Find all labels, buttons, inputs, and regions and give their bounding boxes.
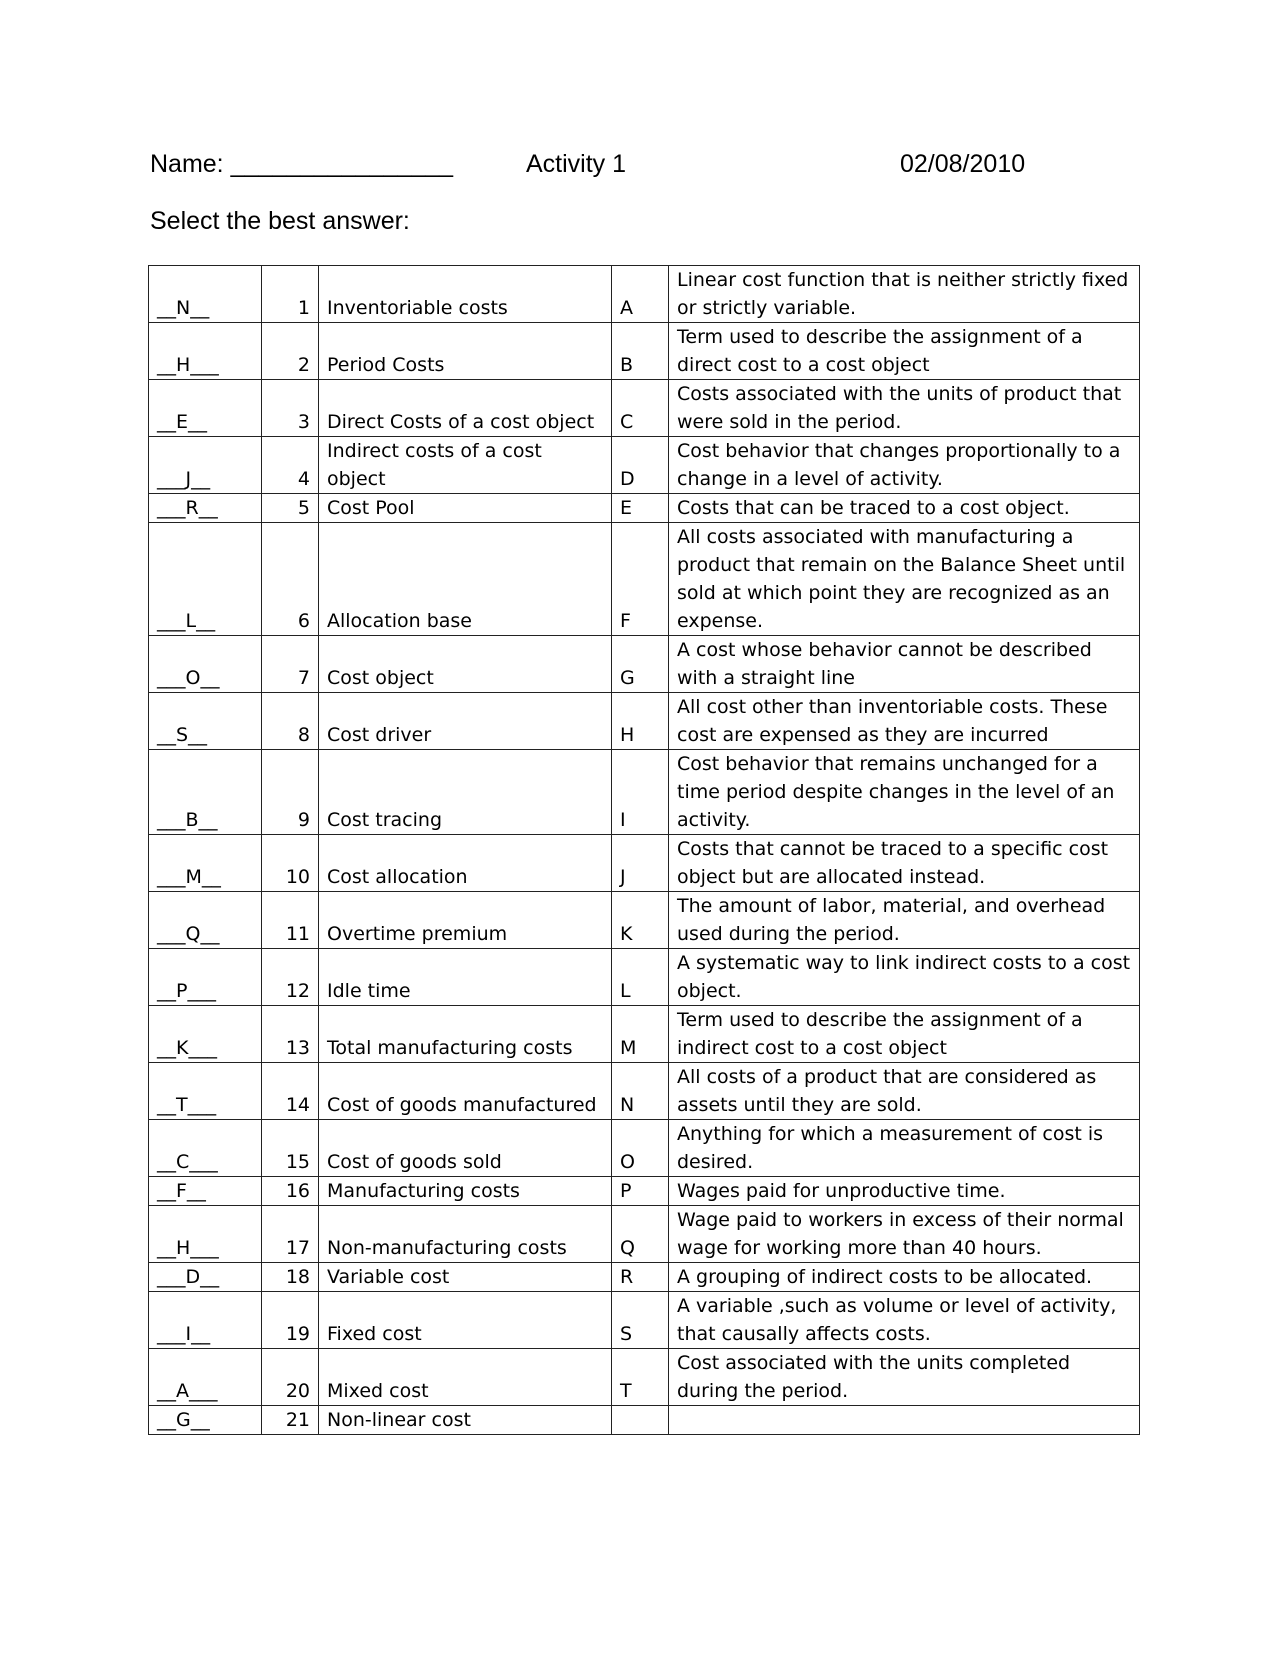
answer-cell: ___B__ [149,750,262,835]
definition-letter: E [612,494,669,523]
term-cell: Total manufacturing costs [319,1006,612,1063]
term-cell: Inventoriable costs [319,266,612,323]
table-row [149,1263,1140,1292]
definition-letter: N [612,1063,669,1120]
definition-letter: T [612,1349,669,1406]
definition-cell: A cost whose behavior cannot be described with a straight line [669,636,1140,693]
answer-cell: ___Q__ [149,892,262,949]
question-number: 9 [262,750,319,835]
answer-cell: ___R__ [149,494,262,523]
answer-cell: __P___ [149,949,262,1006]
answer-cell: __H___ [149,1206,262,1263]
matching-table [148,265,1140,1435]
term-cell: Allocation base [319,523,612,636]
term-cell: Mixed cost [319,1349,612,1406]
definition-cell: Wage paid to workers in excess of their normal wage for working more than 40 hours. [669,1206,1140,1263]
definition-letter [612,1406,669,1435]
answer-cell: __T___ [149,1063,262,1120]
answer-cell: ___L__ [149,523,262,636]
definition-letter: A [612,266,669,323]
definition-cell: Linear cost function that is neither strictly fixed or strictly variable. [669,266,1140,323]
definition-letter: J [612,835,669,892]
definition-cell: All costs associated with manufacturing a product that remain on the Balance Sheet until sold at which point they are recognized as an expense. [669,523,1140,636]
question-number: 7 [262,636,319,693]
definition-letter: H [612,693,669,750]
table-row [149,949,1140,1006]
definition-letter: C [612,380,669,437]
answer-cell: ___I__ [149,1292,262,1349]
table-row [149,266,1140,323]
term-cell: Period Costs [319,323,612,380]
definition-cell: Costs that can be traced to a cost object. [669,494,1140,523]
definition-cell: Wages paid for unproductive time. [669,1177,1140,1206]
definition-letter: R [612,1263,669,1292]
definition-cell [669,1406,1140,1435]
question-number: 3 [262,380,319,437]
question-number: 15 [262,1120,319,1177]
table-row [149,636,1140,693]
answer-cell: __C___ [149,1120,262,1177]
definition-letter: I [612,750,669,835]
table-row [149,750,1140,835]
answer-cell: __K___ [149,1006,262,1063]
question-number: 1 [262,266,319,323]
definition-letter: F [612,523,669,636]
definition-letter: L [612,949,669,1006]
definition-cell: A systematic way to link indirect costs to a cost object. [669,949,1140,1006]
answer-cell: __F__ [149,1177,262,1206]
term-cell: Cost of goods manufactured [319,1063,612,1120]
definition-cell: Costs associated with the units of product that were sold in the period. [669,380,1140,437]
term-cell: Cost allocation [319,835,612,892]
definition-letter: M [612,1006,669,1063]
term-cell: Direct Costs of a cost object [319,380,612,437]
table-row [149,1406,1140,1435]
answer-cell: ___D__ [149,1263,262,1292]
term-cell: Cost of goods sold [319,1120,612,1177]
table-row [149,380,1140,437]
definition-cell: All costs of a product that are considered as assets until they are sold. [669,1063,1140,1120]
definition-cell: A variable ,such as volume or level of activity, that causally affects costs. [669,1292,1140,1349]
table-row [149,1120,1140,1177]
table-row [149,1349,1140,1406]
definition-cell: Cost associated with the units completed during the period. [669,1349,1140,1406]
definition-letter: S [612,1292,669,1349]
term-cell: Manufacturing costs [319,1177,612,1206]
term-cell: Fixed cost [319,1292,612,1349]
question-number: 2 [262,323,319,380]
term-cell: Indirect costs of a cost object [319,437,612,494]
definition-letter: B [612,323,669,380]
definition-cell: A grouping of indirect costs to be allocated. [669,1263,1140,1292]
answer-cell: ___O__ [149,636,262,693]
term-cell: Idle time [319,949,612,1006]
instructions: Select the best answer: [150,207,410,235]
definition-letter: G [612,636,669,693]
question-number: 20 [262,1349,319,1406]
question-number: 11 [262,892,319,949]
table-row [149,1063,1140,1120]
table-row [149,693,1140,750]
definition-cell: Anything for which a measurement of cost is desired. [669,1120,1140,1177]
answer-cell: __S__ [149,693,262,750]
question-number: 6 [262,523,319,636]
table-row [149,892,1140,949]
question-number: 8 [262,693,319,750]
answer-cell: __E__ [149,380,262,437]
definition-cell: Costs that cannot be traced to a specific cost object but are allocated instead. [669,835,1140,892]
question-number: 14 [262,1063,319,1120]
definition-letter: O [612,1120,669,1177]
table-row [149,835,1140,892]
definition-cell: The amount of labor, material, and overhead used during the period. [669,892,1140,949]
question-number: 10 [262,835,319,892]
definition-cell: Cost behavior that remains unchanged for a time period despite changes in the level of an activity. [669,750,1140,835]
table-row [149,1206,1140,1263]
definition-letter: P [612,1177,669,1206]
question-number: 16 [262,1177,319,1206]
question-number: 18 [262,1263,319,1292]
answer-cell: ___M__ [149,835,262,892]
table-row [149,1292,1140,1349]
question-number: 17 [262,1206,319,1263]
answer-cell: __A___ [149,1349,262,1406]
answer-cell: __N__ [149,266,262,323]
answer-cell: ___J__ [149,437,262,494]
term-cell: Cost tracing [319,750,612,835]
term-cell: Cost Pool [319,494,612,523]
term-cell: Overtime premium [319,892,612,949]
definition-cell: Term used to describe the assignment of a direct cost to a cost object [669,323,1140,380]
question-number: 21 [262,1406,319,1435]
activity-title: Activity 1 [526,150,627,178]
term-cell: Non-linear cost [319,1406,612,1435]
table-row [149,523,1140,636]
table-row [149,494,1140,523]
table-row [149,1177,1140,1206]
table-row [149,1006,1140,1063]
term-cell: Cost object [319,636,612,693]
definition-cell: Cost behavior that changes proportionally to a change in a level of activity. [669,437,1140,494]
table-row [149,437,1140,494]
question-number: 4 [262,437,319,494]
answer-cell: __G__ [149,1406,262,1435]
term-cell: Non-manufacturing costs [319,1206,612,1263]
term-cell: Variable cost [319,1263,612,1292]
definition-letter: D [612,437,669,494]
question-number: 12 [262,949,319,1006]
definition-letter: Q [612,1206,669,1263]
table-row [149,323,1140,380]
question-number: 5 [262,494,319,523]
question-number: 13 [262,1006,319,1063]
date-text: 02/08/2010 [900,150,1026,178]
definition-cell: Term used to describe the assignment of a indirect cost to a cost object [669,1006,1140,1063]
answer-cell: __H___ [149,323,262,380]
definition-cell: All cost other than inventoriable costs. These cost are expensed as they are incurred [669,693,1140,750]
name-label: Name: ________________ [150,150,454,178]
definition-letter: K [612,892,669,949]
question-number: 19 [262,1292,319,1349]
term-cell: Cost driver [319,693,612,750]
